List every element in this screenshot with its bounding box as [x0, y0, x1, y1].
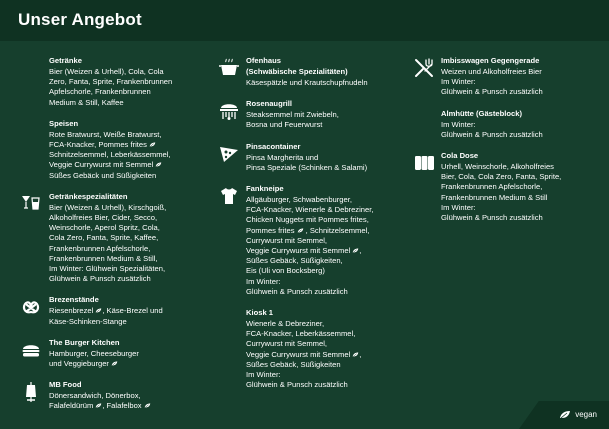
item-line — [49, 264, 210, 274]
item-line — [49, 160, 210, 170]
leaf-icon — [149, 142, 156, 147]
item-line — [246, 120, 418, 130]
item-line — [49, 98, 210, 108]
menu-section — [20, 119, 210, 181]
item-line — [441, 120, 609, 130]
item-text: Riesenbrezel — [49, 306, 94, 316]
leaf-icon — [111, 361, 118, 366]
item-text: Schnitzelsemmel, Leberkässemmel, — [49, 150, 171, 160]
item-text: Frankenbrunnen Apfelschorle, — [441, 182, 543, 192]
item-text: Bier (Weizen & Urhell), Kirschgoiß, — [49, 202, 167, 212]
section-title: Imbisswagen Gegengerade — [441, 56, 540, 65]
section-title: Fankneipe — [246, 184, 284, 194]
section-items — [246, 78, 418, 88]
item-text-after: , — [359, 246, 362, 256]
item-line — [246, 163, 418, 173]
item-text: Im Winter: — [441, 202, 476, 212]
item-text: Im Winter: Glühwein Spezialitäten, — [49, 264, 166, 274]
section-items — [246, 319, 418, 390]
item-text: Süßes Gebäck, Süßigkeiten — [246, 359, 341, 369]
menu-section — [20, 295, 210, 326]
menu-section — [413, 151, 609, 223]
cutlery-icon — [413, 57, 435, 79]
menu-section — [218, 56, 418, 88]
item-text-after: , Falafelbox — [102, 401, 142, 411]
column-2 — [218, 56, 418, 401]
item-line — [49, 77, 210, 87]
item-line — [441, 67, 609, 77]
item-text: Pinsa Speziale (Schinken & Salami) — [246, 162, 368, 172]
section-title: Ofenhaus — [246, 56, 282, 65]
item-text: Weizen und Alkoholfreies Bier — [441, 67, 542, 76]
section-title: Pinsacontainer — [246, 141, 301, 151]
item-line — [246, 256, 418, 266]
item-line — [49, 203, 210, 213]
section-items — [246, 153, 418, 173]
pretzel-icon — [20, 296, 42, 318]
item-text: Käsespätzle und Krautschupfnudeln — [246, 78, 368, 87]
pizza-icon — [218, 143, 240, 165]
column-1 — [20, 56, 210, 423]
item-line — [246, 339, 418, 349]
section-title: (Schwäbische Spezialitäten) — [246, 67, 348, 76]
item-text: Glühwein & Punsch zusätzlich — [246, 286, 348, 296]
section-title: Getränke — [49, 56, 82, 65]
section-title: The Burger Kitchen — [49, 337, 120, 347]
grill-icon — [218, 100, 240, 122]
item-text: Rote Bratwurst, Weiße Bratwurst, — [49, 129, 162, 139]
item-text: Bier (Weizen & Urhell), Cola, Cola — [49, 67, 164, 76]
item-text: Im Winter: — [441, 77, 476, 87]
section-items — [49, 349, 210, 369]
menu-section — [20, 380, 210, 411]
item-text: Glühwein & Punsch zusätzlich — [441, 213, 543, 223]
item-text: Apfelschorle, Frankenbrunnen — [49, 87, 151, 97]
section-title: Getränkespezialitäten — [49, 191, 128, 201]
item-text: Weinschorle, Aperol Spritz, Cola, — [49, 223, 160, 233]
leaf-icon — [297, 228, 304, 233]
item-line — [49, 140, 210, 150]
item-text: Steaksemmel mit Zwiebeln, — [246, 110, 339, 120]
item-line — [246, 246, 418, 256]
item-line — [246, 380, 418, 390]
section-items — [49, 203, 210, 285]
item-line — [49, 401, 210, 411]
menu-section — [413, 56, 609, 98]
item-line — [246, 205, 418, 215]
item-line — [246, 287, 418, 297]
item-line — [246, 360, 418, 370]
shirt-icon — [218, 185, 240, 207]
item-text: Im Winter: — [441, 119, 476, 129]
item-text: Eis (Uli von Bocksberg) — [246, 266, 325, 276]
item-line — [246, 215, 418, 225]
section-title: Speisen — [49, 118, 79, 128]
menu-section — [20, 56, 210, 108]
burger-icon — [20, 339, 42, 361]
item-text: Medium & Still, Kaffee — [49, 97, 124, 107]
item-text: FCA-Knacker, Wienerle & Debreziner, — [246, 205, 374, 215]
item-line — [441, 77, 609, 87]
vegan-legend-label: vegan — [575, 410, 597, 419]
item-text-after: , — [359, 349, 362, 359]
item-line — [49, 233, 210, 243]
leaf-icon — [144, 403, 151, 408]
section-title: Almhütte (Gästeblock) — [441, 108, 523, 118]
item-text: Hamburger, Cheeseburger — [49, 348, 139, 358]
section-items — [49, 67, 210, 108]
item-line — [441, 182, 609, 192]
menu-section — [218, 184, 418, 297]
item-line — [246, 277, 418, 287]
item-line — [49, 150, 210, 160]
item-text: Veggie Currywurst mit Semmel — [246, 349, 351, 359]
item-line — [49, 87, 210, 97]
item-line — [49, 67, 210, 77]
item-line — [246, 350, 418, 360]
vegan-legend — [559, 410, 597, 419]
item-line — [49, 254, 210, 264]
item-line — [49, 171, 210, 181]
section-title: Cola Dose — [441, 151, 479, 161]
item-text: Frankenbrunnen Apfelschorle, — [49, 243, 151, 253]
item-text: FCA-Knacker, Leberkässemmel, — [246, 329, 356, 339]
item-text: Urhell, Weinschorle, Alkoholfreies — [441, 162, 554, 172]
item-line — [246, 110, 418, 120]
item-line — [49, 213, 210, 223]
item-line — [246, 195, 418, 205]
item-text: Pommes frites — [246, 225, 295, 235]
section-items — [49, 306, 210, 326]
item-text: Frankenbrunnen Medium & Still — [441, 192, 548, 202]
item-line — [246, 236, 418, 246]
section-items — [441, 162, 609, 223]
item-text: Bier, Cola, Cola Zero, Fanta, Sprite, — [441, 172, 562, 182]
item-text: Süßes Gebäck und Süßigkeiten — [49, 170, 157, 180]
menu-section — [413, 109, 609, 140]
item-text: Im Winter: — [246, 276, 281, 286]
menu-section — [20, 192, 210, 285]
section-title: MB Food — [49, 380, 82, 390]
menu-section — [20, 338, 210, 369]
section-items — [441, 120, 609, 140]
item-line — [441, 172, 609, 182]
section-title: Rosenaugrill — [246, 99, 292, 109]
menu-section — [218, 308, 418, 390]
cans-icon — [413, 152, 435, 174]
doner-icon — [20, 381, 42, 403]
item-line — [246, 266, 418, 276]
item-line — [441, 130, 609, 140]
item-line — [49, 317, 210, 327]
item-text: Pinsa Margherita und — [246, 152, 319, 162]
item-text: und Veggieburger — [49, 359, 109, 369]
item-line — [441, 87, 609, 97]
item-text: Zero, Fanta, Sprite, Frankenbrunnen — [49, 77, 173, 87]
item-text: Käse-Schinken-Stange — [49, 316, 127, 326]
item-text: Bosna und Feuerwurst — [246, 120, 323, 130]
item-text: Currywurst mit Semmel, — [246, 235, 328, 245]
item-text: Alkoholfreies Bier, Cider, Secco, — [49, 213, 158, 223]
pot-icon — [218, 57, 240, 79]
item-line — [49, 391, 210, 401]
column-3 — [413, 56, 609, 234]
item-text: Glühwein & Punsch zusätzlich — [441, 87, 543, 97]
section-items — [49, 391, 210, 411]
item-text: Süßes Gebäck, Süßigkeiten, — [246, 256, 343, 266]
item-line — [441, 203, 609, 213]
leaf-icon — [559, 410, 571, 419]
item-line — [246, 370, 418, 380]
cocktail-icon — [20, 193, 42, 215]
item-line — [49, 349, 210, 359]
item-text: Currywurst mit Semmel, — [246, 339, 328, 349]
section-items — [246, 110, 418, 130]
header-bar — [0, 0, 609, 41]
leaf-icon — [155, 162, 162, 167]
item-line — [49, 359, 210, 369]
item-line — [246, 329, 418, 339]
page-title: Unser Angebot — [18, 10, 142, 29]
item-line — [246, 78, 418, 88]
item-text: Im Winter: — [246, 370, 281, 380]
item-text: Veggie Currywurst mit Semmel — [49, 160, 154, 170]
item-text-after: , Schnitzelsemmel, — [303, 225, 370, 235]
item-line — [49, 130, 210, 140]
item-text: Veggie Currywurst mit Semmel — [246, 246, 351, 256]
item-text: Cola Zero, Fanta, Sprite, Kaffee, — [49, 233, 159, 243]
section-items — [246, 195, 418, 297]
item-text: Allgäuburger, Schwabenburger, — [246, 195, 352, 205]
item-line — [246, 319, 418, 329]
item-text: Dönersandwich, Dönerbox, — [49, 391, 141, 401]
item-line — [49, 306, 210, 316]
menu-section — [218, 142, 418, 173]
section-title: Kiosk 1 — [246, 308, 274, 318]
item-text: Falafeldürüm — [49, 401, 94, 411]
section-items — [49, 130, 210, 181]
item-text: Glühwein & Punsch zusätzlich — [49, 274, 151, 284]
item-text: Glühwein & Punsch zusätzlich — [246, 380, 348, 390]
item-text: Chicken Nuggets mit Pommes frites, — [246, 215, 369, 225]
item-line — [246, 153, 418, 163]
menu-section — [218, 99, 418, 130]
item-text-after: , Käse-Brezel und — [102, 306, 163, 316]
item-line — [49, 223, 210, 233]
item-line — [49, 274, 210, 284]
section-title: Brezenstände — [49, 295, 99, 305]
section-items — [441, 67, 609, 98]
item-line — [441, 193, 609, 203]
item-line — [246, 226, 418, 236]
item-text: FCA-Knacker, Pommes frites — [49, 140, 147, 150]
item-line — [441, 213, 609, 223]
item-text: Frankenbrunnen Medium & Still, — [49, 253, 158, 263]
item-line — [441, 162, 609, 172]
item-text: Wienerle & Debreziner, — [246, 319, 325, 329]
item-line — [49, 244, 210, 254]
item-text: Glühwein & Punsch zusätzlich — [441, 129, 543, 139]
